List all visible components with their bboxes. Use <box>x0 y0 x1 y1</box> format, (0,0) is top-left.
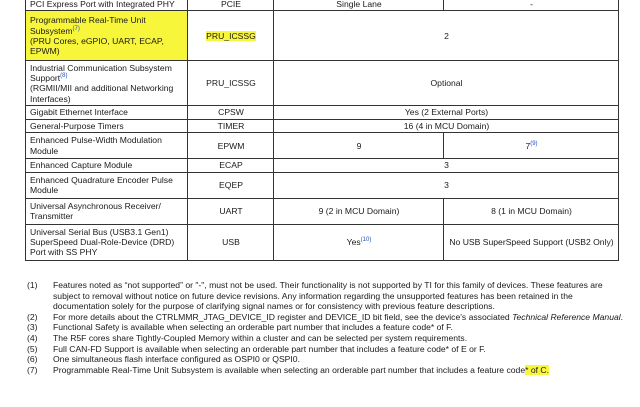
table-row <box>26 61 619 106</box>
table-row <box>26 198 619 224</box>
table-row <box>26 106 619 119</box>
table-row <box>26 224 619 260</box>
feature-name: Enhanced Pulse-Width Modulation Module <box>26 133 188 159</box>
feature-name: Enhanced Capture Module <box>26 159 188 172</box>
footnote: (6) One simultaneous flash interface configured as OSPI0 or QSPI0. <box>27 354 300 365</box>
feature-value-right: 7$^{(9)}$ <box>444 133 619 159</box>
feature-name: Programmable Real-Time Unit Subsystem$^{(7)}$ (PRU Cores, eGPIO, UART, ECAP, EPWM) <box>26 11 188 61</box>
table-row <box>26 11 619 61</box>
feature-table <box>25 0 619 261</box>
feature-value-left: 9 <box>274 133 444 159</box>
module-name: TIMER <box>188 119 274 132</box>
module-name: EPWM <box>188 133 274 159</box>
feature-name: Enhanced Quadrature Encoder Pulse Module <box>26 172 188 198</box>
feature-value-right: 8 (1 in MCU Domain) <box>444 198 619 224</box>
feature-value-right: - <box>444 0 619 11</box>
module-name: ECAP <box>188 159 274 172</box>
feature-value: Single Lane <box>274 0 444 11</box>
feature-value: Yes (2 External Ports) <box>274 106 619 119</box>
feature-name: Universal Asynchronous Receiver/ Transmitter <box>26 198 188 224</box>
footnote: (4) The R5F cores share Tightly-Coupled Memory within a cluster and can be selected per system requirements. <box>27 332 468 343</box>
highlighted-text: * of C. <box>525 364 549 375</box>
table-row <box>26 159 619 172</box>
module-name: PRU_ICSSG <box>188 61 274 106</box>
feature-value: 2 <box>274 11 619 61</box>
footnote: (7) Programmable Real-Time Unit Subsystem is available when selecting an orderable part number that includes a feature code* of C. <box>27 364 549 375</box>
footnote: (1) Features noted as “not supported” or "-", must not be used. Their functionality is not supported by TI for this family of devices. These features are subject to removal without notice on future device revisions. Any information regarding the unsupported features has been retained in the documentation solely for the purpose of clarifying signal names or for consistency with previous feature descriptions. <box>27 280 603 312</box>
module-name: CPSW <box>188 106 274 119</box>
feature-name: Industrial Communication Subsystem Support$^{(8)}$ (RGMII/MII and additional Networking Interfaces) <box>26 61 188 106</box>
module-name: UART <box>188 198 274 224</box>
footnote: (2) For more details about the CTRLMMR_JTAG_DEVICE_ID register and DEVICE_ID bit field, see the device's associated Technical Reference Manual. <box>27 311 624 322</box>
feature-value: Optional <box>274 61 619 106</box>
table-row <box>26 133 619 159</box>
table-row <box>26 172 619 198</box>
feature-value: 3 <box>274 172 619 198</box>
module-name: EQEP <box>188 172 274 198</box>
footnote: (3) Functional Safety is available when selecting an orderable part number that includes a feature code* of F. <box>27 322 453 333</box>
table-row <box>26 119 619 132</box>
manual-title: Technical Reference Manual <box>512 311 621 322</box>
feature-value-left: 9 (2 in MCU Domain) <box>274 198 444 224</box>
feature-value-left: Yes$^{(10)}$ <box>274 224 444 260</box>
table-row <box>26 0 619 11</box>
feature-value: 16 (4 in MCU Domain) <box>274 119 619 132</box>
module-name: PCIE <box>188 0 274 11</box>
feature-name: Gigabit Ethernet Interface <box>26 106 188 119</box>
feature-value-right: No USB SuperSpeed Support (USB2 Only) <box>444 224 619 260</box>
footnote: (5) Full CAN-FD Support is available when selecting an orderable part number that includes a feature code* of E or F. <box>27 343 486 354</box>
feature-name: PCI Express Port with Integrated PHY <box>26 0 188 11</box>
module-name: PRU_ICSSG <box>188 11 274 61</box>
footnotes <box>27 280 627 375</box>
feature-value: 3 <box>274 159 619 172</box>
feature-name: Universal Serial Bus (USB3.1 Gen1) SuperSpeed Dual-Role-Device (DRD) Port with SS PHY <box>26 224 188 260</box>
module-name: USB <box>188 224 274 260</box>
feature-name: General-Purpose Timers <box>26 119 188 132</box>
